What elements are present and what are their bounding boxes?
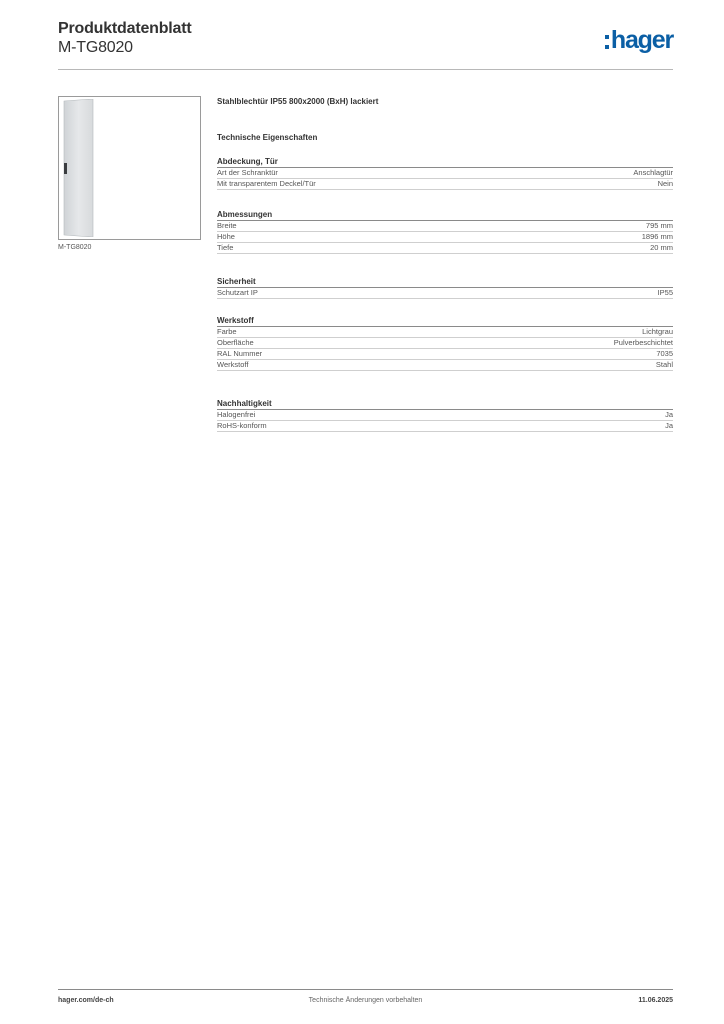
document-title: Produktdatenblatt bbox=[58, 20, 192, 37]
spec-row bbox=[217, 360, 673, 371]
spec-label: Höhe bbox=[217, 232, 235, 241]
spec-value: Anschlagtür bbox=[633, 168, 673, 177]
spec-row bbox=[217, 349, 673, 360]
spec-label: Oberfläche bbox=[217, 338, 254, 347]
spec-row bbox=[217, 232, 673, 243]
spec-label: Mit transparentem Deckel/Tür bbox=[217, 179, 316, 188]
logo-text: hager bbox=[610, 26, 673, 54]
spec-label: Schutzart IP bbox=[217, 288, 258, 297]
spec-label: RAL Nummer bbox=[217, 349, 263, 358]
spec-label: Art der Schranktür bbox=[217, 168, 278, 177]
spec-value: IP55 bbox=[657, 288, 673, 297]
spec-group-title: Nachhaltigkeit bbox=[217, 398, 673, 410]
spec-group-abmessungen bbox=[217, 209, 673, 254]
spec-value: 1896 mm bbox=[641, 232, 673, 241]
spec-row bbox=[217, 168, 673, 179]
spec-row bbox=[217, 421, 673, 432]
spec-value: Ja bbox=[665, 421, 673, 430]
spec-value: 7035 bbox=[656, 349, 673, 358]
header-divider bbox=[58, 69, 673, 70]
footer-notice: Technische Änderungen vorbehalten bbox=[308, 997, 423, 1004]
spec-value: Ja bbox=[665, 410, 673, 419]
spec-row bbox=[217, 221, 673, 232]
logo-dots-icon bbox=[605, 35, 609, 49]
product-description: Stahlblechtür IP55 800x2000 (BxH) lackiert bbox=[217, 97, 379, 106]
spec-label: RoHS-konform bbox=[217, 421, 267, 430]
cabinet-door-icon bbox=[62, 99, 95, 237]
image-caption: M-TG8020 bbox=[58, 244, 92, 251]
spec-group-title: Abdeckung, Tür bbox=[217, 156, 673, 168]
page-footer bbox=[58, 997, 673, 1009]
spec-value: Nein bbox=[657, 179, 673, 188]
section-heading: Technische Eigenschaften bbox=[217, 133, 318, 142]
spec-label: Werkstoff bbox=[217, 360, 249, 369]
spec-group-abdeckung bbox=[217, 156, 673, 190]
spec-value: Pulverbeschichtet bbox=[613, 338, 673, 347]
product-header-block bbox=[217, 96, 673, 144]
spec-row bbox=[217, 410, 673, 421]
spec-group-werkstoff bbox=[217, 315, 673, 371]
spec-group-title: Abmessungen bbox=[217, 209, 673, 221]
footer-date: 11.06.2025 bbox=[638, 997, 673, 1004]
hager-logo bbox=[605, 28, 673, 56]
footer-divider bbox=[58, 989, 673, 990]
spec-value: 20 mm bbox=[650, 243, 673, 252]
spec-value: 795 mm bbox=[645, 221, 673, 230]
spec-row bbox=[217, 327, 673, 338]
spec-value: Lichtgrau bbox=[642, 327, 673, 336]
document-subtitle: M-TG8020 bbox=[58, 39, 133, 56]
spec-row bbox=[217, 288, 673, 299]
spec-group-sicherheit bbox=[217, 276, 673, 299]
spec-row bbox=[217, 179, 673, 190]
spec-group-title: Werkstoff bbox=[217, 315, 673, 327]
spec-group-title: Sicherheit bbox=[217, 276, 673, 288]
spec-group-nachhaltigkeit bbox=[217, 398, 673, 432]
spec-value: Stahl bbox=[655, 360, 673, 369]
spec-row bbox=[217, 338, 673, 349]
spec-label: Farbe bbox=[217, 327, 237, 336]
spec-row bbox=[217, 243, 673, 254]
spec-label: Tiefe bbox=[217, 243, 234, 252]
footer-website-link[interactable]: hager.com/de-ch bbox=[58, 997, 114, 1004]
spec-label: Breite bbox=[217, 221, 237, 230]
spec-label: Halogenfrei bbox=[217, 410, 256, 419]
page-header bbox=[58, 20, 673, 70]
